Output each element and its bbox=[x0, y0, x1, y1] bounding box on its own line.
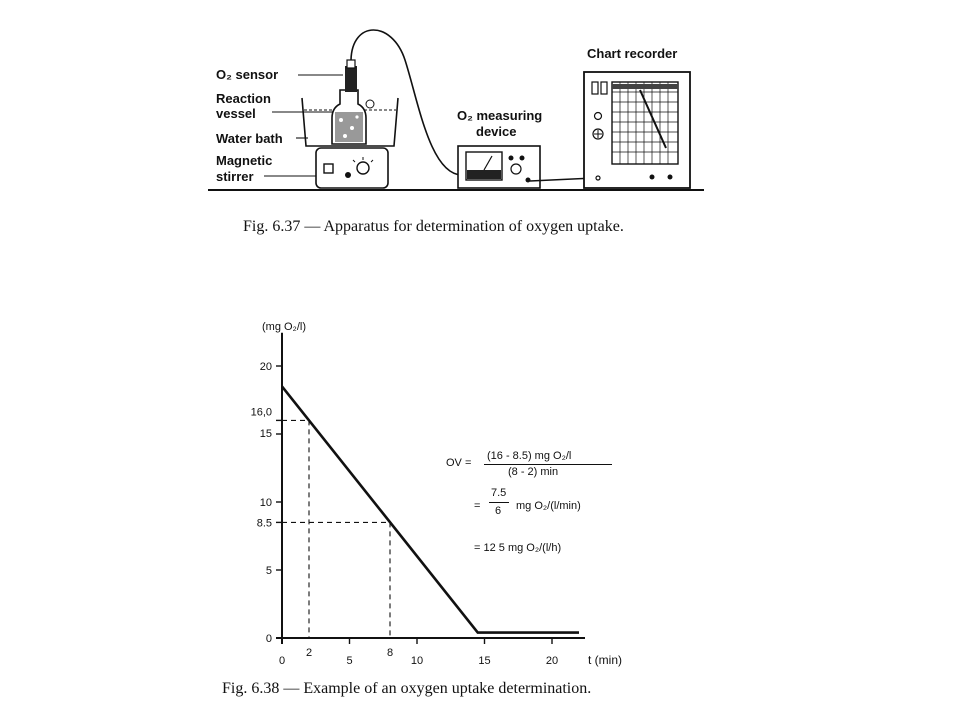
figure-caption-6-38: Fig. 6.38 — Example of an oxygen uptake determination. bbox=[222, 680, 592, 697]
label-reaction: Reaction bbox=[216, 91, 271, 106]
x-tick-label: 8 bbox=[386, 647, 394, 659]
oxygen-uptake-chart bbox=[0, 300, 960, 680]
y-tick-label: 0 bbox=[265, 633, 272, 645]
y-tick-label: 10 bbox=[259, 497, 272, 509]
formula-denominator-2: 6 bbox=[495, 505, 502, 517]
label-water-bath: Water bath bbox=[216, 131, 283, 146]
formula-result: = 12 5 mg O₂/(l/h) bbox=[474, 542, 562, 554]
formula-ov-label: OV = bbox=[446, 457, 472, 469]
y-tick-label: 20 bbox=[259, 361, 272, 373]
y-axis-label: (mg O₂/l) bbox=[262, 321, 306, 333]
formula-numerator-2: 7.5 bbox=[491, 487, 507, 499]
y-tick-label: 16,0 bbox=[250, 406, 272, 419]
formula-numerator-1: (16 - 8.5) mg O₂/l bbox=[487, 450, 572, 462]
figure-caption-6-37: Fig. 6.37 — Apparatus for determination of oxygen uptake. bbox=[243, 218, 624, 235]
label-magnetic: Magnetic bbox=[216, 153, 273, 168]
chart-axes bbox=[276, 333, 585, 644]
chart-recorder bbox=[584, 72, 690, 188]
label-o2-measuring: O₂ measuring bbox=[457, 108, 543, 123]
x-tick-label: 20 bbox=[545, 655, 559, 667]
x-tick-label: 5 bbox=[346, 655, 353, 667]
x-tick-label: 0 bbox=[278, 655, 286, 667]
formula-fraction-bar-1 bbox=[484, 464, 612, 465]
y-tick-label: 5 bbox=[265, 565, 272, 577]
x-tick-label: 15 bbox=[478, 655, 491, 667]
y-tick-label: 8.5 bbox=[256, 517, 272, 530]
label-vessel: vessel bbox=[216, 106, 256, 121]
label-o2-sensor: O₂ sensor bbox=[216, 67, 279, 82]
label-device: device bbox=[476, 124, 517, 139]
formula-equals-2: = bbox=[474, 500, 481, 512]
formula-denominator-1: (8 - 2) min bbox=[508, 466, 559, 478]
o2-measuring-device bbox=[458, 146, 540, 188]
y-tick-label: 15 bbox=[259, 428, 272, 440]
magnetic-stirrer bbox=[316, 148, 388, 188]
label-stirrer: stirrer bbox=[216, 169, 254, 184]
formula-fraction-bar-2 bbox=[489, 502, 509, 503]
x-tick-label: 10 bbox=[410, 655, 424, 667]
x-axis-label: t (min) bbox=[588, 653, 622, 667]
x-tick-label: 2 bbox=[305, 647, 313, 659]
o2-sensor bbox=[345, 60, 357, 92]
formula-unit-2: mg O₂/(l/min) bbox=[516, 500, 581, 512]
label-chart-recorder: Chart recorder bbox=[587, 46, 678, 61]
